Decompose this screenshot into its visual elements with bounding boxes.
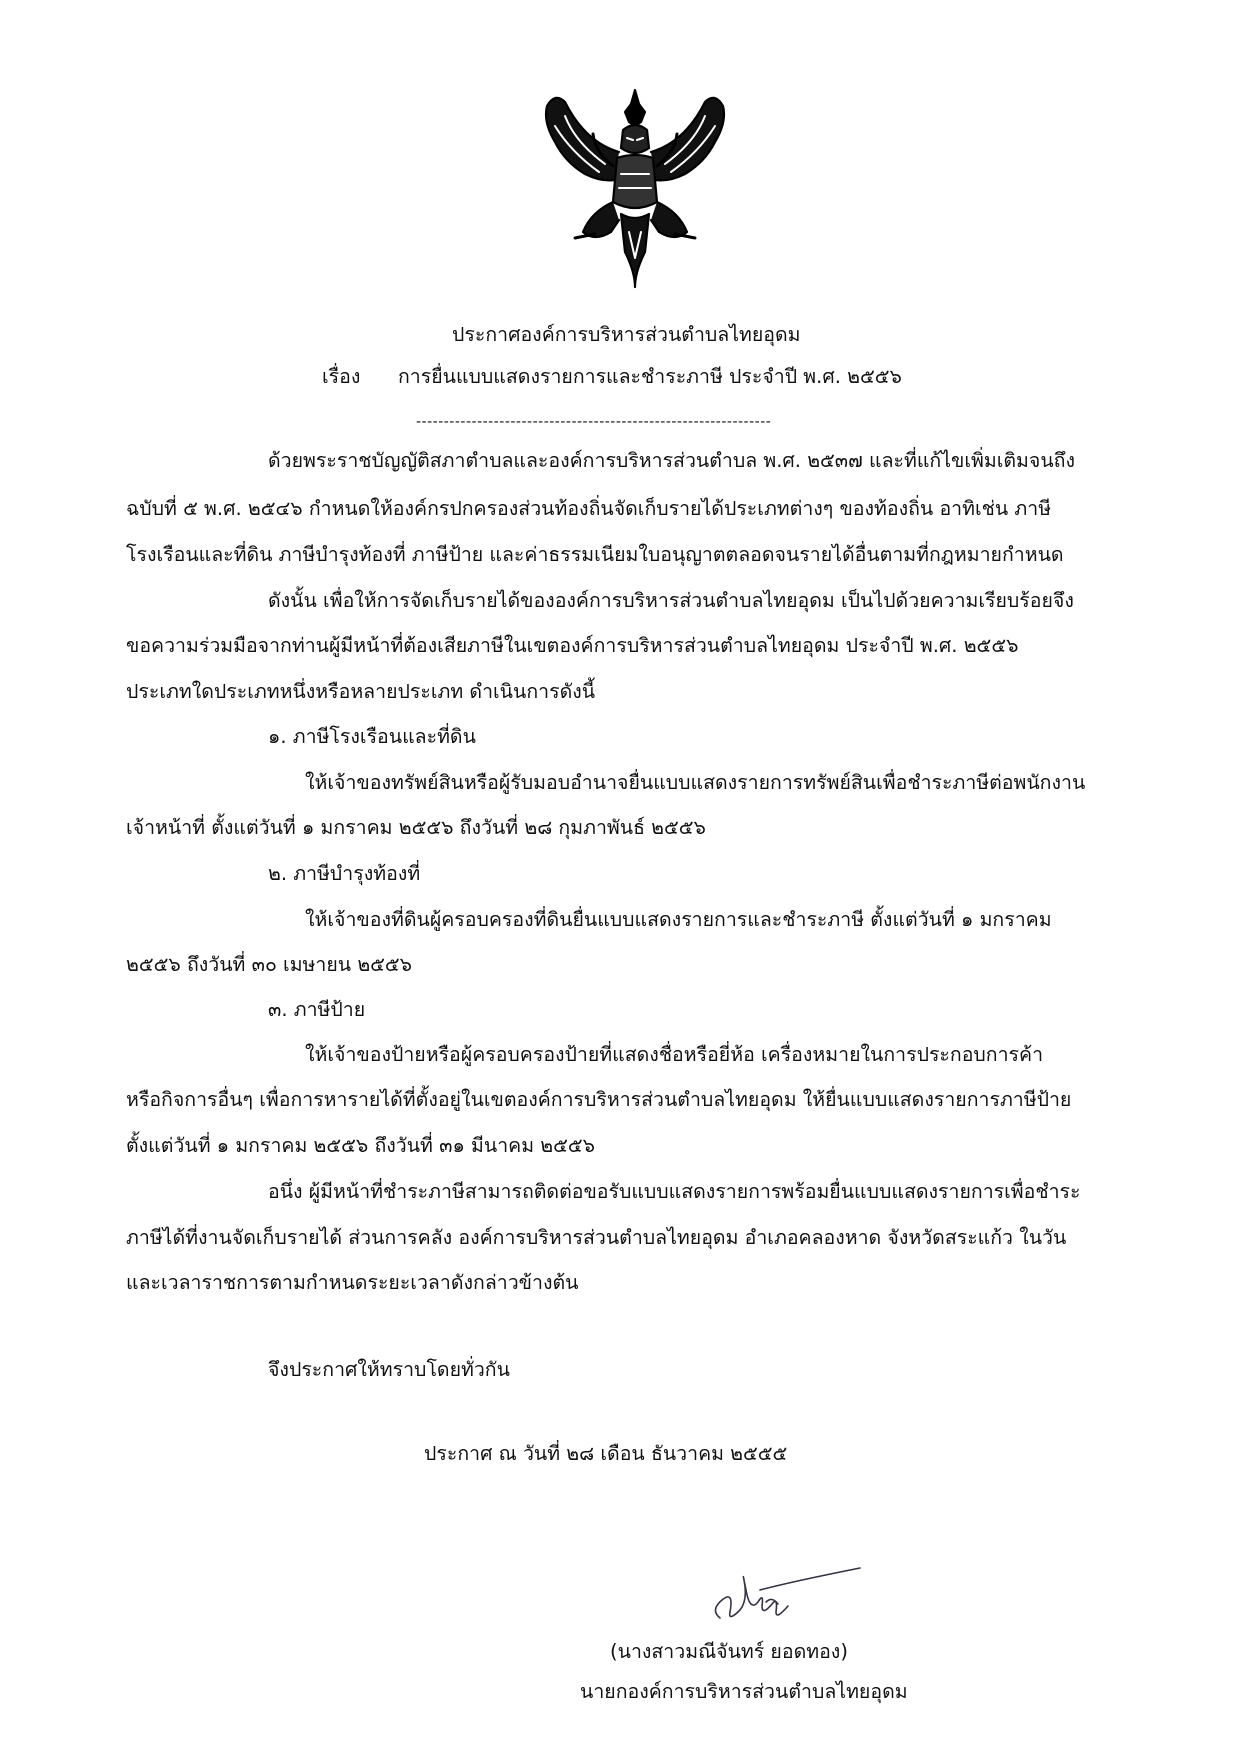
paragraph-3-line-3: และเวลาราชการตามกำหนดระยะเวลาดังกล่าวข้างต้น (126, 1271, 579, 1294)
item-1-line-1: ให้เจ้าของทรัพย์สินหรือผู้รับมอบอำนาจยื่นแบบแสดงรายการทรัพย์สินเพื่อชำระภาษีต่อพนักงาน (305, 771, 1086, 794)
paragraph-3-line-1: อนึ่ง ผู้มีหน้าที่ชำระภาษีสามารถติดต่อขอรับแบบแสดงรายการพร้อมยื่นแบบแสดงรายการเพื่อชำระ (268, 1180, 1081, 1203)
item-3-line-2: หรือกิจการอื่นๆ เพื่อการหารายได้ที่ตั้งอยู่ในเขตองค์การบริหารส่วนตำบลไทยอุดม ให้ยื่นแบบแสดงรายการภาษีป้าย (126, 1088, 1072, 1111)
subject-text: การยื่นแบบแสดงรายการและชำระภาษี ประจำปี พ.ศ. ๒๕๕๖ (398, 365, 902, 388)
announcement-date: ประกาศ ณ วันที่ ๒๘ เดือน ธันวาคม ๒๕๕๕ (424, 1442, 788, 1465)
item-3-line-1: ให้เจ้าของป้ายหรือผู้ครอบครองป้ายที่แสดงชื่อหรือยี่ห้อ เครื่องหมายในการประกอบการค้า (305, 1043, 1044, 1066)
item-2-line-1: ให้เจ้าของที่ดินผู้ครอบครองที่ดินยื่นแบบแสดงรายการและชำระภาษี ตั้งแต่วันที่ ๑ มกราคม (305, 908, 1052, 931)
closing-text: จึงประกาศให้ทราบโดยทั่วกัน (268, 1358, 510, 1381)
signatory-name: (นางสาวมณีจันทร์ ยอดทอง) (610, 1640, 848, 1663)
paragraph-1-line-1: ด้วยพระราชบัญญัติสภาตำบลและองค์การบริหารส่วนตำบล พ.ศ. ๒๕๓๗ และที่แก้ไขเพิ่มเติมจนถึง (268, 449, 1075, 472)
paragraph-2-line-1: ดังนั้น เพื่อให้การจัดเก็บรายได้ขององค์การบริหารส่วนตำบลไทยอุดม เป็นไปด้วยความเรียบร้อยจึง (268, 589, 1074, 612)
document-title: ประกาศองค์การบริหารส่วนตำบลไทยอุดม (452, 323, 801, 346)
signature-icon (700, 1560, 870, 1630)
garuda-emblem-icon (535, 82, 735, 297)
paragraph-2-line-2: ขอความร่วมมือจากท่านผู้มีหน้าที่ต้องเสียภาษีในเขตองค์การบริหารส่วนตำบลไทยอุดม ประจำปี พ.ศ. ๒๕๕๖ (126, 634, 1019, 657)
paragraph-2-line-3: ประเภทใดประเภทหนึ่งหรือหลายประเภท ดำเนินการดังนี้ (126, 680, 596, 703)
subject-label: เรื่อง (322, 365, 361, 388)
paragraph-1-line-2: ฉบับที่ ๕ พ.ศ. ๒๕๔๖ กำหนดให้องค์กรปกครองส่วนท้องถิ่นจัดเก็บรายได้ประเภทต่างๆ ของท้องถิ่น อาทิเช่น ภาษี (126, 497, 1052, 520)
item-2-line-2: ๒๕๕๖ ถึงวันที่ ๓๐ เมษายน ๒๕๕๖ (126, 953, 413, 976)
signatory-position: นายกองค์การบริหารส่วนตำบลไทยอุดม (580, 1680, 908, 1703)
item-1-line-2: เจ้าหน้าที่ ตั้งแต่วันที่ ๑ มกราคม ๒๕๕๖ ถึงวันที่ ๒๘ กุมภาพันธ์ ๒๕๕๖ (126, 816, 706, 839)
paragraph-3-line-2: ภาษีได้ที่งานจัดเก็บรายได้ ส่วนการคลัง องค์การบริหารส่วนตำบลไทยอุดม อำเภอคลองหาด จังหวัดสระแก้ว ในวัน (126, 1226, 1067, 1249)
item-3-line-3: ตั้งแต่วันที่ ๑ มกราคม ๒๕๕๖ ถึงวันที่ ๓๑ มีนาคม ๒๕๕๖ (126, 1134, 595, 1157)
paragraph-1-line-3: โรงเรือนและที่ดิน ภาษีบำรุงท้องที่ ภาษีป้าย และค่าธรรมเนียมใบอนุญาตตลอดจนรายได้อื่นตามที่กฎหมายกำหนด (126, 543, 1064, 566)
item-3-title: ๓. ภาษีป้าย (268, 998, 366, 1021)
divider: ---------------------------------------------------------------- (416, 414, 772, 430)
item-1-title: ๑. ภาษีโรงเรือนและที่ดิน (268, 725, 476, 748)
item-2-title: ๒. ภาษีบำรุงท้องที่ (268, 862, 421, 885)
